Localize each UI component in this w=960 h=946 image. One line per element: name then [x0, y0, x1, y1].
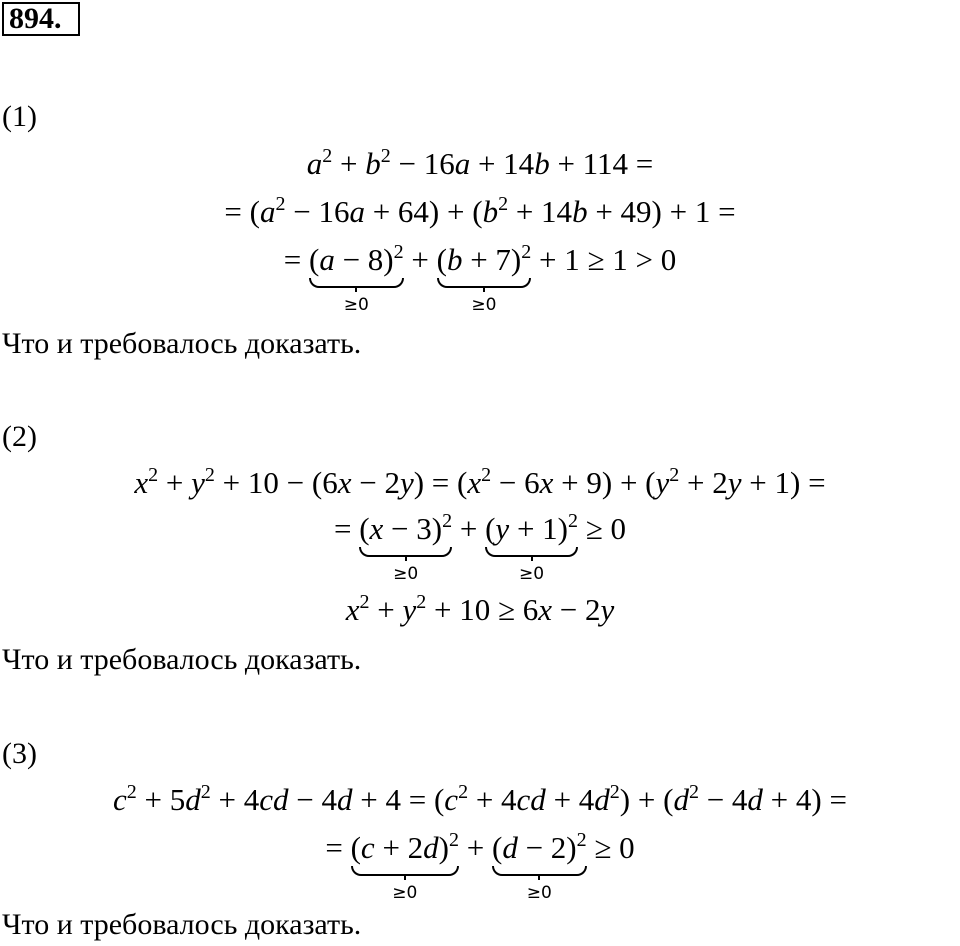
part-3-conclusion: Что и требовалось доказать. [2, 908, 362, 941]
underbrace-note: ≥0 [343, 295, 369, 315]
part-3-label: (3) [2, 737, 37, 770]
part-3-line-2: = $(c + 2d)^2$ ≥0 + $(d - 2)^2$ ≥0 ≥ 0 [325, 829, 635, 903]
part-2-conclusion: Что и требовалось доказать. [2, 643, 362, 676]
part-3-line-1: $c^2 + 5d^2 + 4cd - 4d + 4 = (c^2 + 4cd + 4d^2) + (d^2 - 4d + 4)$ = [113, 781, 847, 817]
part-1-line-2: = $(a^2 - 16a + 64) + (b^2 + 14b + 49) + 1$ = [224, 193, 736, 229]
underbrace-d-minus-2: $(d - 2)^2$ ≥0 [491, 829, 587, 903]
problem-number: 894. [2, 2, 80, 36]
part-2-line-3: $x^2 + y^2 + 10 \ge 6x - 2y$ [345, 591, 615, 627]
underbrace-c-plus-2d: $(c + 2d)^2$ ≥0 [350, 829, 459, 903]
part-2-line-1: $x^2 + y^2 + 10 - (6x - 2y) = (x^2 - 6x + 9) + (y^2 + 2y + 1)$ = [134, 464, 826, 500]
part-2-line-2: = $(x - 3)^2$ ≥0 + $(y + 1)^2$ ≥0 ≥ 0 [333, 510, 627, 584]
underbrace-note: ≥0 [392, 883, 418, 903]
underbrace-x-minus-3: $(x - 3)^2$ ≥0 [359, 510, 453, 584]
underbrace-note: ≥0 [526, 883, 552, 903]
underbrace-note: ≥0 [393, 564, 419, 584]
underbrace-b-plus-7: $(b + 7)^2$ ≥0 [436, 241, 532, 315]
underbrace-y-plus-1: $(y + 1)^2$ ≥0 [485, 510, 578, 584]
part-2-label: (2) [2, 420, 37, 453]
part-1-line-1: $a^2 + b^2 - 16a + 14b + 114$ = [306, 145, 654, 181]
underbrace-note: ≥0 [471, 295, 497, 315]
part-1-conclusion: Что и требовалось доказать. [2, 327, 362, 360]
underbrace-a-minus-8: $(a - 8)^2$ ≥0 [308, 241, 404, 315]
underbrace-note: ≥0 [519, 564, 545, 584]
part-1-line-3: = $(a - 8)^2$ ≥0 + $(b + 7)^2$ ≥0 + 1 ≥ 1 > 0 [283, 241, 677, 315]
part-1-label: (1) [2, 100, 37, 133]
